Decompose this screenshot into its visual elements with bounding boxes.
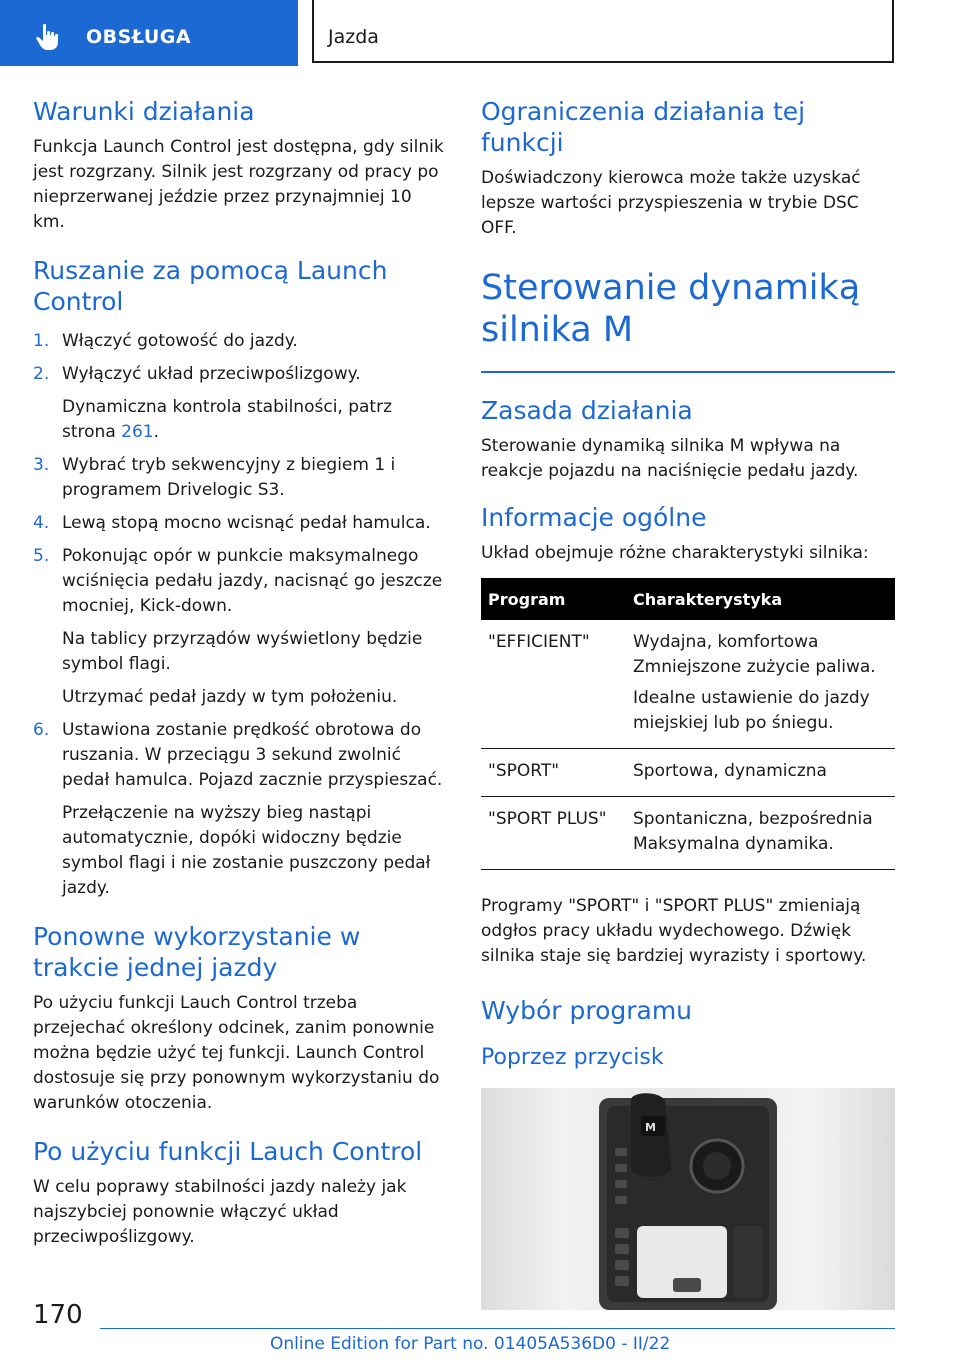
cell-program: "SPORT" [481, 749, 626, 797]
hand-pointer-icon [34, 22, 64, 52]
left-column [33, 96, 447, 1250]
step-subtext: Na tablicy przyrządów wyświetlony będzie symbol flagi. [62, 629, 423, 674]
heading-ponowne: Ponowne wykorzystanie w trakcie jednej jazdy [33, 922, 361, 982]
heading-wybor: Wybór programu [481, 996, 693, 1025]
table-row [481, 749, 895, 797]
center-console-photo [481, 1088, 895, 1310]
heading-poprzez: Poprzez przycisk [481, 1045, 664, 1070]
heading-po-uzyciu: Po użyciu funkcji Lauch Control [33, 1137, 423, 1166]
paragraph-warunki: Funkcja Launch Control jest dostępna, gdy silnik jest rozgrzany. Silnik jest rozgrzany od pracy po nieprzerwanej jeździe przez przynajmniej 10 km. [33, 137, 444, 232]
heading-warunki: Warunki działania [33, 97, 255, 126]
list-item [33, 544, 447, 710]
section-title: Jazda [328, 26, 379, 48]
step-subtext-post: . [153, 422, 159, 442]
table-row [481, 620, 895, 749]
heading-zasada: Zasada działania [481, 396, 693, 425]
cell-charakterystyka [626, 620, 895, 749]
step-number: 1. [33, 331, 50, 351]
list-item [33, 362, 447, 445]
step-text: Włączyć gotowość do jazdy. [62, 331, 298, 351]
console-illustration [481, 1088, 895, 1310]
header-charakterystyka: Charakterystyka [626, 578, 895, 620]
table-row [481, 797, 895, 870]
footer-edition: Online Edition for Part no. 01405A536D0 - II/22 [270, 1334, 671, 1354]
step-text: Pokonując opór w punkcie maksymalnego wciśnięcia pedału jazdy, nacisnąć go jeszcze mocniej, Kick-down. [62, 546, 443, 616]
cell-line: Sportowa, dynamiczna [633, 761, 827, 781]
step-subtext: Przełączenie na wyższy bieg nastąpi automatycznie, dopóki widoczny będzie symbol flagi i nie zostanie puszczony pedał jazdy. [62, 803, 431, 898]
cell-line: Idealne ustawienie do jazdy miejskiej lub po śniegu. [633, 688, 870, 733]
step-number: 6. [33, 720, 50, 740]
section-box [312, 0, 894, 63]
page-number: 170 [33, 1300, 83, 1330]
step-number: 3. [33, 455, 50, 475]
chapter-tab-label: OBSŁUGA [86, 26, 192, 48]
m-logo: M [645, 1121, 656, 1134]
cell-charakterystyka [626, 797, 895, 870]
step-text: Ustawiona zostanie prędkość obrotowa do ruszania. W przeciągu 3 sekund zwolnić pedał hamulca. Pojazd zacznie przyspieszać. [62, 720, 443, 790]
list-item [33, 718, 447, 901]
list-item [33, 511, 447, 536]
cell-line: Spontaniczna, bezpośrednia Maksymalna dynamika. [633, 809, 873, 854]
table-header-row [481, 578, 895, 620]
header-program: Program [481, 578, 626, 620]
steps-list [33, 329, 447, 901]
paragraph-zasada: Sterowanie dynamiką silnika M wpływa na reakcje pojazdu na naciśnięcie pedału jazdy. [481, 436, 859, 481]
page-header [0, 0, 960, 66]
heading-ruszanie: Ruszanie za pomocą Launch Control [33, 256, 388, 316]
step-text: Lewą stopą mocno wcisnąć pedał hamulca. [62, 513, 431, 533]
list-item [33, 453, 447, 503]
chapter-title: Sterowanie dynamiką silnika M [481, 268, 861, 350]
cell-line: Wydajna, komfortowa Zmniejszone zużycie paliwa. [633, 632, 876, 677]
heading-ograniczenia: Ograniczenia działania tej funkcji [481, 97, 806, 157]
chapter-tab[interactable] [0, 0, 298, 66]
step-text: Wybrać tryb sekwencyjny z biegiem 1 i programem Drivelogic S3. [62, 455, 396, 500]
heading-informacje: Informacje ogólne [481, 503, 707, 532]
step-number: 2. [33, 364, 50, 384]
cell-program: "EFFICIENT" [481, 620, 626, 749]
step-subtext: Utrzymać pedał jazdy w tym położeniu. [62, 687, 398, 707]
paragraph-informacje: Układ obejmuje różne charakterystyki silnika: [481, 543, 869, 563]
paragraph-ograniczenia: Doświadczony kierowca może także uzyskać lepsze wartości przyspieszenia w trybie DSC OFF. [481, 168, 861, 238]
characteristics-table [481, 578, 895, 870]
step-text: Wyłączyć układ przeciwpoślizgowy. [62, 364, 361, 384]
list-item [33, 329, 447, 354]
chapter-divider [481, 371, 895, 373]
page-link-261[interactable]: 261 [121, 422, 154, 442]
cell-program: "SPORT PLUS" [481, 797, 626, 870]
step-number: 4. [33, 513, 50, 533]
cell-charakterystyka [626, 749, 895, 797]
paragraph-programy: Programy "SPORT" i "SPORT PLUS" zmieniają odgłos pracy układu wydechowego. Dźwięk silnika staje się bardziej wyrazisty i sportowy. [481, 896, 867, 966]
paragraph-ponowne: Po użyciu funkcji Lauch Control trzeba przejechać określony odcinek, zanim ponownie można będzie użyć tej funkcji. Launch Control dostosuje się przy ponownym wykorzystaniu do warunków otoczenia. [33, 993, 440, 1113]
step-subtext [62, 395, 447, 445]
paragraph-po-uzyciu: W celu poprawy stabilności jazdy należy jak najszybciej ponownie włączyć układ przeciwpoślizgowy. [33, 1177, 407, 1247]
step-number: 5. [33, 546, 50, 566]
step-subtext-pre: Dynamiczna kontrola stabilności, patrz strona [62, 397, 393, 442]
footer-divider [100, 1328, 895, 1329]
right-column [481, 96, 895, 1310]
